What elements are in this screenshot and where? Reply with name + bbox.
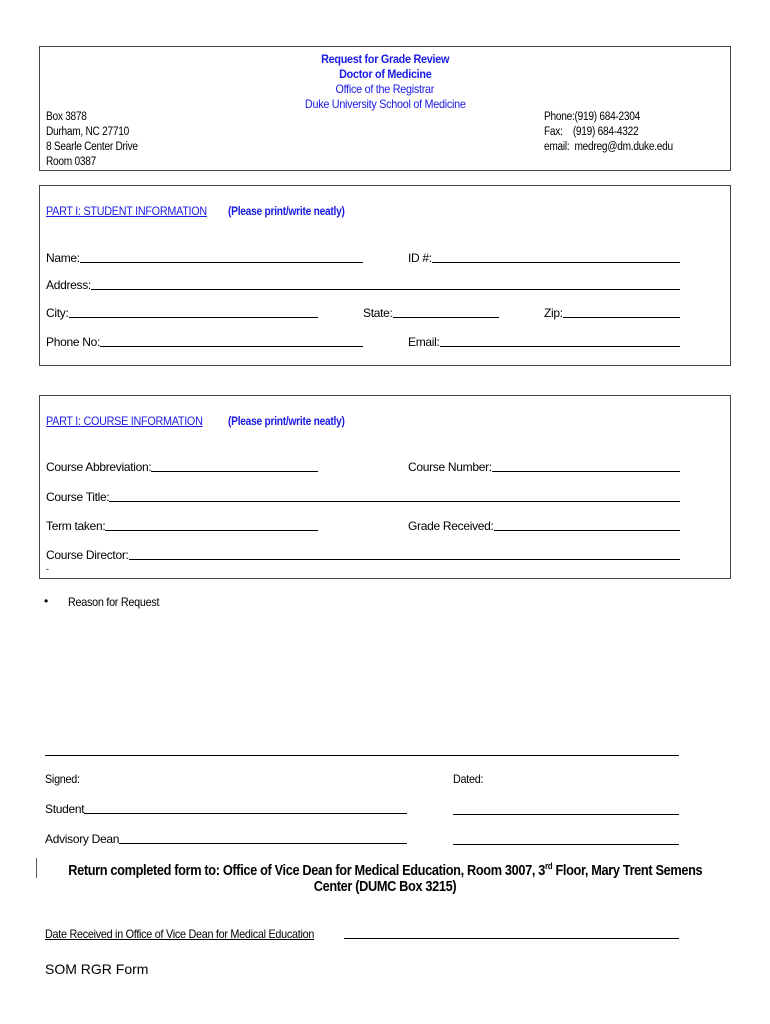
student-section-heading: PART I: STUDENT INFORMATION: [46, 204, 207, 218]
contact-email: email: medreg@dm.duke.edu: [544, 141, 673, 153]
course-abbreviation-label: Course Abbreviation:: [46, 460, 152, 474]
student-signature-line: [84, 812, 407, 814]
grade-received-line: [494, 529, 680, 531]
address-line-3: 8 Searle Center Drive: [46, 141, 138, 153]
id-field[interactable]: [408, 249, 680, 265]
form-title: Request for Grade Review: [321, 52, 449, 66]
zip-field[interactable]: [544, 304, 680, 320]
school-name: Duke University School of Medicine: [304, 97, 466, 111]
dated-label: Dated:: [453, 772, 484, 786]
course-title-line: [109, 500, 680, 502]
address-line-2: Durham, NC 27710: [46, 126, 129, 138]
date-received-label: Date Received in Office of Vice Dean for Medical Education: [45, 927, 315, 941]
dean-date-line[interactable]: [453, 844, 679, 845]
fax-number: Fax: (919) 684-4322: [544, 126, 639, 138]
zip-line: [563, 316, 680, 318]
phone-field[interactable]: [46, 333, 363, 349]
phone-label: Phone No:: [46, 335, 101, 349]
degree-title: Doctor of Medicine: [338, 67, 432, 81]
signed-label: Signed:: [45, 772, 80, 786]
term-taken-label: Term taken:: [46, 519, 106, 533]
dean-signature-line: [119, 842, 407, 844]
dean-signature-field[interactable]: [45, 830, 407, 846]
phone-number: Phone:(919) 684-2304: [544, 111, 641, 123]
grade-received-field[interactable]: [408, 517, 680, 533]
course-director-field[interactable]: [46, 546, 680, 562]
stray-dash: -: [46, 564, 49, 574]
id-line: [432, 261, 680, 263]
course-number-field[interactable]: [408, 458, 680, 474]
name-label: Name:: [46, 251, 80, 265]
dean-signature-label: Advisory Dean: [45, 832, 120, 846]
student-signature-field[interactable]: [45, 800, 407, 816]
student-signature-label: Student: [45, 802, 85, 816]
date-received-field[interactable]: [45, 925, 679, 941]
course-abbreviation-field[interactable]: [46, 458, 318, 474]
email-field[interactable]: [408, 333, 680, 349]
city-line: [69, 316, 318, 318]
course-section-heading: PART I: COURSE INFORMATION: [46, 414, 203, 428]
state-label: State:: [363, 306, 393, 320]
grade-received-label: Grade Received:: [408, 519, 494, 533]
header-box: [39, 46, 731, 171]
email-label: Email:: [408, 335, 440, 349]
course-director-label: Course Director:: [46, 548, 129, 562]
student-date-line[interactable]: [453, 814, 679, 815]
term-taken-field[interactable]: [46, 517, 318, 533]
bullet-icon: •: [44, 594, 49, 608]
course-title-field[interactable]: [46, 488, 680, 504]
state-field[interactable]: [363, 304, 499, 320]
course-number-line: [492, 470, 680, 472]
reason-line[interactable]: [45, 755, 679, 756]
student-info-box: [39, 185, 731, 366]
address-label: Address:: [46, 278, 91, 292]
course-title-label: Course Title:: [46, 490, 110, 504]
zip-label: Zip:: [544, 306, 563, 320]
return-instructions-line-2: Center (DUMC Box 3215): [313, 879, 457, 895]
name-line: [80, 261, 363, 263]
course-number-label: Course Number:: [408, 460, 492, 474]
course-abbreviation-line: [151, 470, 318, 472]
term-taken-line: [105, 529, 318, 531]
course-section-note: (Please print/write neatly): [228, 414, 345, 428]
address-line-1: Box 3878: [46, 111, 87, 123]
course-director-line: [129, 558, 680, 560]
city-field[interactable]: [46, 304, 318, 320]
address-field[interactable]: [46, 276, 680, 292]
date-received-line: [344, 937, 679, 939]
name-field[interactable]: [46, 249, 363, 265]
email-line: [440, 345, 680, 347]
reason-label: Reason for Request: [68, 595, 160, 609]
address-line-4: Room 0387: [46, 156, 96, 168]
student-section-note: (Please print/write neatly): [228, 204, 345, 218]
city-label: City:: [46, 306, 69, 320]
address-line: [91, 288, 680, 290]
id-label: ID #:: [408, 251, 432, 265]
phone-line: [100, 345, 363, 347]
course-info-box: [39, 395, 731, 579]
state-line: [393, 316, 499, 318]
return-instructions-line-1: Return completed form to: Office of Vice Dean for Medical Education, Room 3007, 3rd Floor, Mary Trent Semens: [67, 861, 703, 879]
form-id: SOM RGR Form: [45, 961, 149, 977]
office-name: Office of the Registrar: [335, 82, 435, 96]
